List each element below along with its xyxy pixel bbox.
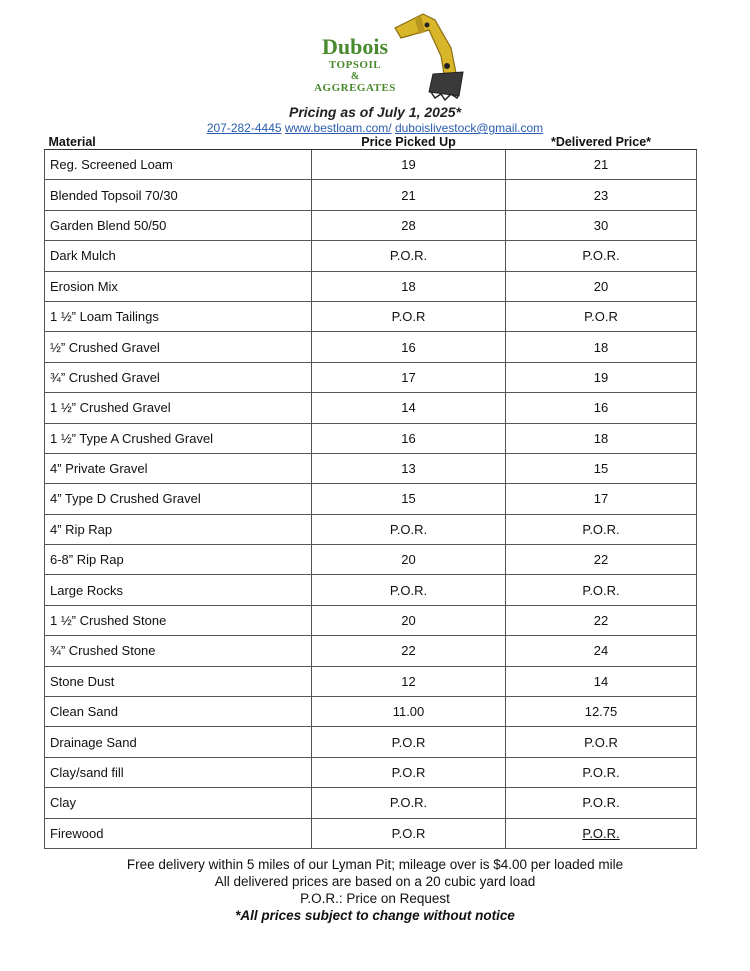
cell-material: Clay — [50, 795, 77, 811]
cell-delivered-price: 18 — [593, 430, 609, 446]
logo-aggregates: AGGREGATES — [314, 82, 396, 94]
cell-delivered-price-cell — [506, 423, 697, 453]
cell-material: ½” Crushed Gravel — [50, 339, 160, 355]
cell-picked-up-price-cell — [312, 362, 506, 392]
cell-picked-up-price: P.O.R. — [389, 248, 428, 264]
table-row — [45, 150, 697, 180]
cell-delivered-price: 18 — [593, 339, 609, 355]
cell-delivered-price: 22 — [593, 552, 609, 568]
cell-delivered-price-cell — [506, 393, 697, 423]
cell-delivered-price: 30 — [593, 217, 609, 233]
cell-delivered-price: 19 — [593, 369, 609, 385]
cell-delivered-price: P.O.R. — [582, 795, 620, 811]
cell-picked-up-price: P.O.R — [391, 765, 426, 780]
table-header-row — [45, 136, 697, 150]
logo-name: Dubois — [321, 34, 389, 59]
cell-picked-up-price-cell — [312, 514, 506, 544]
disclaimer: *All prices subject to change without notice — [235, 908, 515, 923]
cell-delivered-price-cell — [506, 241, 697, 271]
por-definition: P.O.R.: Price on Request — [300, 891, 450, 906]
cell-delivered-price-cell — [506, 788, 697, 818]
cell-picked-up-price-cell — [312, 757, 506, 787]
table-row — [45, 697, 697, 727]
cell-material: 1 ½” Type A Crushed Gravel — [50, 430, 214, 446]
cell-picked-up-price-cell — [312, 636, 506, 666]
table-row — [45, 241, 697, 271]
cell-delivered-price-cell — [506, 636, 697, 666]
price-table — [44, 136, 697, 849]
table-row — [45, 545, 697, 575]
cell-delivered-price: P.O.R. — [582, 825, 620, 841]
cell-picked-up-price-cell — [312, 210, 506, 240]
cell-picked-up-price: 19 — [401, 157, 416, 173]
table-row — [45, 575, 697, 605]
table-row — [45, 727, 697, 757]
cell-delivered-price-cell — [506, 666, 697, 696]
cell-material-cell — [45, 393, 312, 423]
cell-picked-up-price: 28 — [401, 217, 416, 233]
cell-material-cell — [45, 180, 312, 210]
cell-picked-up-price: 20 — [401, 552, 416, 568]
cell-material-cell — [45, 301, 312, 331]
cell-material-cell — [45, 757, 312, 787]
cell-picked-up-price-cell — [312, 575, 506, 605]
cell-material: 1 ½” Crushed Stone — [50, 613, 167, 629]
cell-delivered-price: 12.75 — [584, 704, 618, 720]
cell-delivered-price-cell — [506, 727, 697, 757]
email-link[interactable]: duboislivestock@gmail.com — [394, 121, 544, 135]
cell-delivered-price-cell — [506, 545, 697, 575]
cell-material: Dark Mulch — [50, 248, 116, 264]
cell-material-cell — [45, 575, 312, 605]
cell-picked-up-price-cell — [312, 301, 506, 331]
header-material: Material — [45, 136, 312, 150]
cell-material-cell — [45, 514, 312, 544]
phone-link[interactable]: 207-282-4445 — [206, 121, 282, 135]
header-delivered: *Delivered Price* — [506, 136, 697, 150]
table-row — [45, 210, 697, 240]
cell-material-cell — [45, 727, 312, 757]
cell-picked-up-price-cell — [312, 697, 506, 727]
cell-delivered-price: P.O.R — [584, 734, 618, 750]
website-link[interactable]: www.bestloam.com/ — [284, 121, 392, 135]
cell-picked-up-price-cell — [312, 453, 506, 483]
cell-delivered-price-cell — [506, 605, 697, 635]
contact-line — [0, 121, 750, 135]
cell-picked-up-price-cell — [312, 393, 506, 423]
footer-notes — [0, 856, 750, 924]
cell-material: Clean Sand — [50, 704, 118, 720]
table-row — [45, 423, 697, 453]
cell-picked-up-price-cell — [312, 727, 506, 757]
cell-material: 1 ½” Crushed Gravel — [50, 400, 171, 416]
cell-delivered-price-cell — [506, 210, 697, 240]
cell-delivered-price: P.O.R — [584, 309, 618, 325]
cell-picked-up-price: 17 — [401, 369, 416, 385]
cell-picked-up-price: 18 — [401, 278, 416, 294]
cell-picked-up-price-cell — [312, 818, 506, 848]
cell-delivered-price-cell — [506, 818, 697, 848]
logo-ampersand: & — [350, 71, 360, 82]
cell-delivered-price: P.O.R. — [582, 765, 620, 780]
table-row — [45, 788, 697, 818]
cell-material: 4” Private Gravel — [50, 461, 148, 477]
cell-picked-up-price: 16 — [401, 339, 416, 355]
cell-material: Stone Dust — [50, 673, 115, 689]
cell-material-cell — [45, 453, 312, 483]
table-row — [45, 757, 697, 787]
table-row — [45, 180, 697, 210]
cell-picked-up-price-cell — [312, 241, 506, 271]
table-row — [45, 271, 697, 301]
cell-picked-up-price-cell — [312, 605, 506, 635]
cell-material: Garden Blend 50/50 — [50, 217, 167, 233]
cell-material: 4” Type D Crushed Gravel — [50, 491, 201, 507]
cell-material-cell — [45, 697, 312, 727]
logo-topsoil: TOPSOIL — [328, 59, 382, 71]
cell-picked-up-price: P.O.R. — [389, 582, 428, 598]
delivery-note: Free delivery within 5 miles of our Lyman Pit; mileage over is $4.00 per loaded mile — [126, 857, 624, 872]
cell-delivered-price-cell — [506, 301, 697, 331]
table-row — [45, 453, 697, 483]
table-row — [45, 636, 697, 666]
cell-material: 6-8” Rip Rap — [50, 552, 124, 568]
cell-picked-up-price: 22 — [401, 643, 416, 659]
cell-delivered-price: 24 — [593, 643, 609, 659]
cell-delivered-price-cell — [506, 514, 697, 544]
price-table-body — [45, 150, 697, 849]
cell-picked-up-price: P.O.R — [391, 734, 426, 750]
cell-delivered-price-cell — [506, 453, 697, 483]
cell-delivered-price: 21 — [593, 157, 609, 173]
table-row — [45, 605, 697, 635]
cell-picked-up-price: 13 — [401, 461, 416, 477]
cell-picked-up-price: 16 — [401, 430, 416, 446]
load-note: All delivered prices are based on a 20 cubic yard load — [214, 874, 536, 889]
cell-delivered-price: 20 — [593, 278, 609, 294]
cell-delivered-price: 23 — [593, 187, 609, 203]
cell-material-cell — [45, 150, 312, 180]
cell-picked-up-price: P.O.R. — [389, 795, 428, 811]
table-row — [45, 393, 697, 423]
cell-material: Reg. Screened Loam — [50, 157, 173, 173]
cell-material-cell — [45, 241, 312, 271]
cell-picked-up-price-cell — [312, 180, 506, 210]
cell-material-cell — [45, 666, 312, 696]
cell-delivered-price-cell — [506, 757, 697, 787]
cell-material: Firewood — [50, 825, 104, 841]
table-row — [45, 332, 697, 362]
cell-delivered-price-cell — [506, 180, 697, 210]
cell-delivered-price-cell — [506, 332, 697, 362]
cell-material-cell — [45, 362, 312, 392]
cell-material: Clay/sand fill — [50, 765, 124, 780]
cell-picked-up-price: P.O.R. — [389, 521, 428, 537]
cell-picked-up-price-cell — [312, 332, 506, 362]
table-row — [45, 666, 697, 696]
cell-delivered-price-cell — [506, 150, 697, 180]
cell-delivered-price-cell — [506, 697, 697, 727]
cell-material: Large Rocks — [50, 582, 123, 598]
table-row — [45, 818, 697, 848]
cell-picked-up-price-cell — [312, 666, 506, 696]
cell-material: ¾” Crushed Stone — [50, 643, 156, 659]
cell-delivered-price-cell — [506, 484, 697, 514]
cell-material: Drainage Sand — [50, 734, 137, 750]
cell-delivered-price: P.O.R. — [582, 248, 620, 264]
cell-delivered-price: 22 — [593, 613, 609, 629]
cell-picked-up-price: 14 — [401, 400, 416, 416]
cell-picked-up-price: 11.00 — [392, 704, 425, 720]
table-row — [45, 484, 697, 514]
cell-delivered-price: 17 — [593, 491, 609, 507]
cell-picked-up-price-cell — [312, 788, 506, 818]
table-row — [45, 514, 697, 544]
cell-material-cell — [45, 605, 312, 635]
cell-material: Blended Topsoil 70/30 — [50, 187, 178, 203]
cell-delivered-price: 16 — [593, 400, 609, 416]
cell-picked-up-price: P.O.R — [391, 825, 426, 841]
cell-picked-up-price: 15 — [401, 491, 416, 507]
cell-material-cell — [45, 332, 312, 362]
cell-picked-up-price-cell — [312, 150, 506, 180]
header-picked-up: Price Picked Up — [312, 136, 506, 150]
cell-delivered-price-cell — [506, 575, 697, 605]
cell-delivered-price-cell — [506, 271, 697, 301]
cell-material-cell — [45, 210, 312, 240]
cell-material-cell — [45, 271, 312, 301]
table-row — [45, 301, 697, 331]
cell-picked-up-price: 12 — [401, 673, 416, 689]
cell-delivered-price-cell — [506, 362, 697, 392]
cell-material-cell — [45, 636, 312, 666]
cell-material-cell — [45, 818, 312, 848]
cell-material-cell — [45, 545, 312, 575]
cell-material: ¾” Crushed Gravel — [50, 369, 160, 385]
cell-picked-up-price: 20 — [401, 613, 416, 629]
cell-picked-up-price-cell — [312, 545, 506, 575]
cell-delivered-price: P.O.R. — [582, 582, 620, 598]
company-logo — [300, 8, 470, 108]
cell-material: 4” Rip Rap — [50, 521, 113, 537]
cell-delivered-price: 14 — [593, 673, 609, 689]
cell-material: Erosion Mix — [50, 278, 118, 294]
cell-picked-up-price-cell — [312, 423, 506, 453]
pricing-date-title: Pricing as of July 1, 2025* — [289, 104, 461, 120]
cell-material-cell — [45, 423, 312, 453]
cell-picked-up-price-cell — [312, 484, 506, 514]
cell-material-cell — [45, 484, 312, 514]
cell-material: 1 ½” Loam Tailings — [50, 309, 159, 325]
cell-delivered-price: 15 — [593, 461, 609, 477]
cell-material-cell — [45, 788, 312, 818]
table-row — [45, 362, 697, 392]
cell-picked-up-price: 21 — [401, 187, 416, 203]
cell-picked-up-price: P.O.R — [391, 309, 426, 325]
cell-picked-up-price-cell — [312, 271, 506, 301]
cell-delivered-price: P.O.R. — [582, 521, 620, 537]
